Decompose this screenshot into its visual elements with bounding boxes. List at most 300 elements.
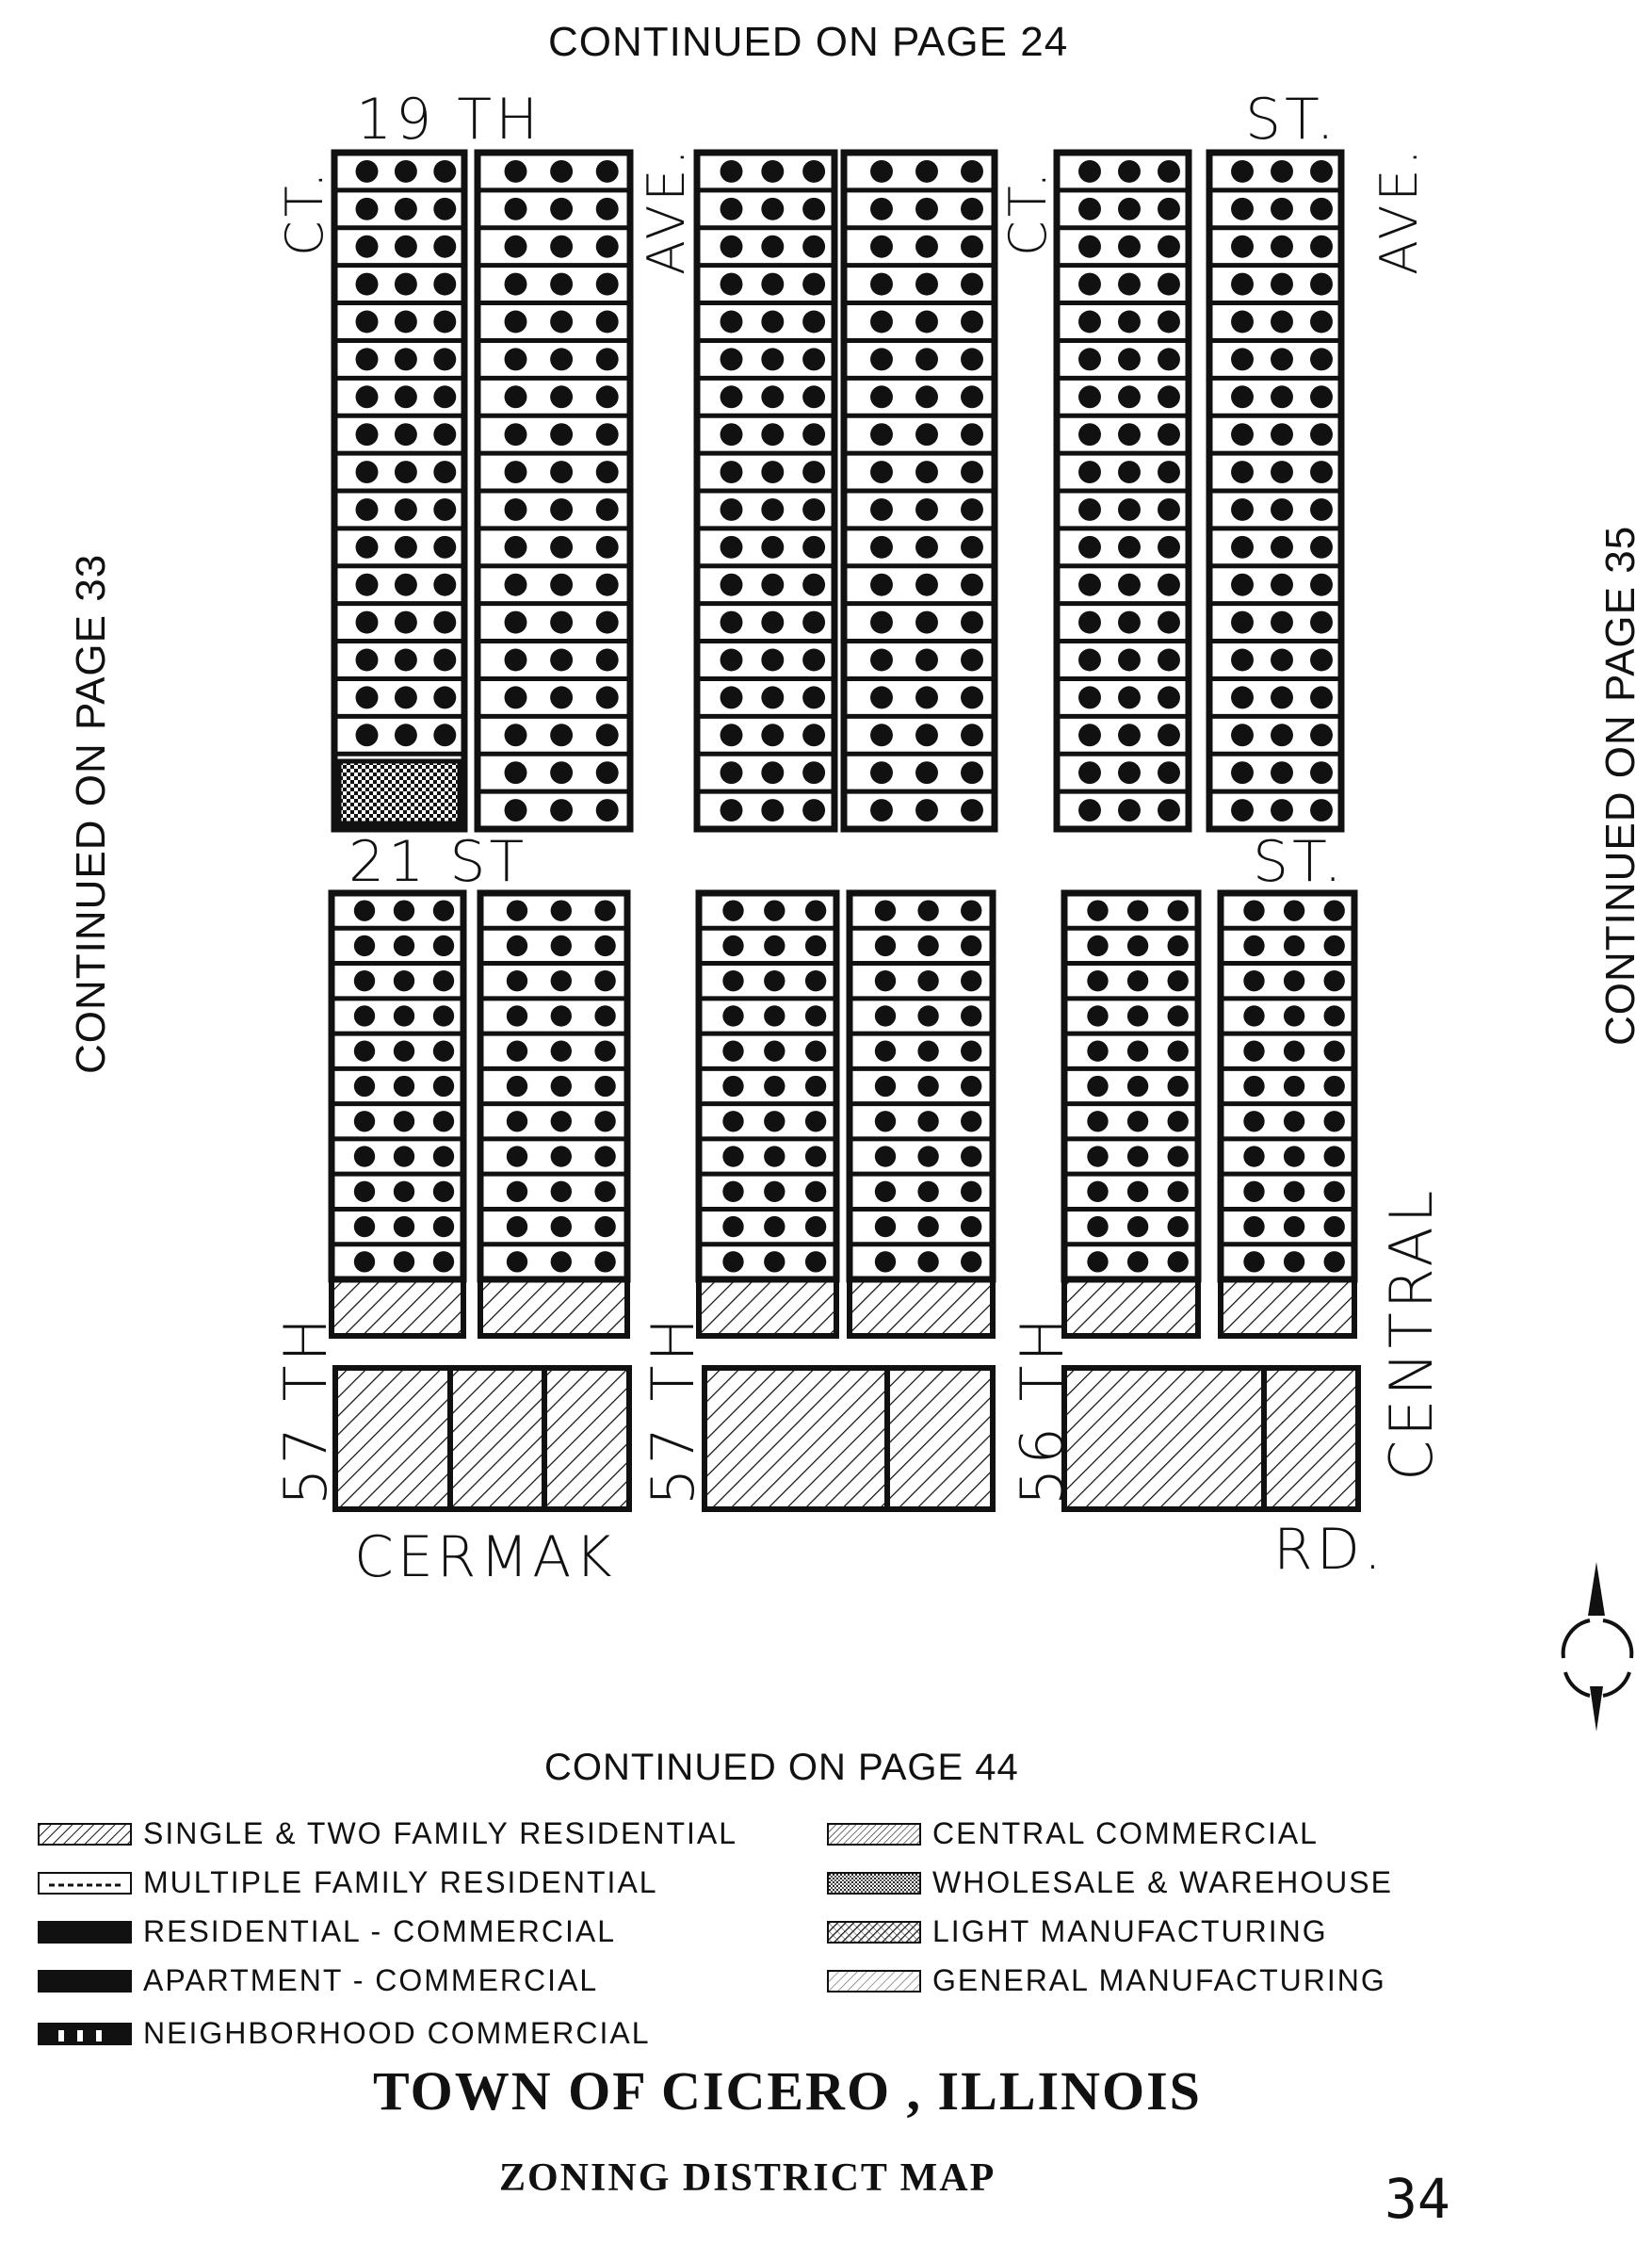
residential-dot <box>722 935 743 956</box>
residential-dot <box>1078 498 1101 521</box>
residential-dot <box>1324 1005 1345 1026</box>
legend-item-general-manufacturing: GENERAL MANUFACTURING <box>827 1963 1386 1998</box>
residential-dot <box>1127 1111 1148 1131</box>
residential-dot <box>721 461 743 483</box>
residential-dot <box>722 1111 743 1131</box>
residential-dot <box>1284 970 1304 991</box>
residential-dot <box>1127 970 1148 991</box>
residential-dot <box>1078 160 1101 183</box>
residential-dot <box>1078 385 1101 408</box>
residential-dot <box>1168 1216 1189 1237</box>
residential-dot <box>875 970 896 991</box>
residential-dot <box>802 649 825 672</box>
swatch-diag-icon <box>38 1823 132 1846</box>
residential-dot <box>1271 423 1293 446</box>
residential-dot <box>875 900 896 920</box>
residential-dot <box>721 236 743 258</box>
residential-dot <box>721 385 743 408</box>
residential-dot <box>722 1041 743 1062</box>
residential-dot <box>433 649 456 672</box>
residential-dot <box>870 649 893 672</box>
residential-dot <box>433 1146 454 1166</box>
residential-dot <box>395 686 417 708</box>
residential-dot <box>1087 1111 1108 1131</box>
residential-dot <box>761 724 784 746</box>
residential-dot <box>505 799 527 821</box>
residential-dot <box>1271 348 1293 370</box>
residential-dot <box>870 799 893 821</box>
residential-dot <box>802 348 825 370</box>
residential-dot <box>1310 311 1333 333</box>
residential-dot <box>1243 1181 1264 1202</box>
residential-dot <box>1168 970 1189 991</box>
residential-dot <box>870 160 893 183</box>
residential-dot <box>722 970 743 991</box>
residential-dot <box>1271 273 1293 296</box>
residential-dot <box>721 536 743 559</box>
residential-dot <box>356 611 379 634</box>
swatch-solid-icon <box>38 1921 132 1944</box>
residential-dot <box>761 611 784 634</box>
residential-dot <box>1118 498 1141 521</box>
residential-dot <box>356 160 379 183</box>
residential-dot <box>550 686 573 708</box>
residential-dot <box>395 423 417 446</box>
residential-dot <box>961 1146 981 1166</box>
residential-dot <box>1168 1181 1189 1202</box>
residential-dot <box>505 160 527 183</box>
residential-dot <box>1231 311 1254 333</box>
residential-dot <box>596 611 619 634</box>
residential-dot <box>433 900 454 920</box>
residential-dot <box>356 724 379 746</box>
residential-dot <box>1284 1041 1304 1062</box>
residential-dot <box>1231 649 1254 672</box>
residential-dot <box>1324 1181 1345 1202</box>
residential-dot <box>394 970 414 991</box>
residential-dot <box>915 761 938 784</box>
residential-dot <box>1243 900 1264 920</box>
residential-dot <box>1158 649 1180 672</box>
residential-dot <box>550 273 573 296</box>
residential-dot <box>551 1146 572 1166</box>
residential-dot <box>1231 686 1254 708</box>
residential-dot <box>550 198 573 220</box>
residential-dot <box>1310 348 1333 370</box>
residential-dot <box>764 1005 785 1026</box>
residential-dot <box>802 160 825 183</box>
residential-dot <box>1158 385 1180 408</box>
residential-dot <box>1284 1216 1304 1237</box>
residential-dot <box>915 649 938 672</box>
residential-dot <box>761 273 784 296</box>
residential-dot <box>870 198 893 220</box>
residential-dot <box>1310 611 1333 634</box>
residential-dot <box>433 724 456 746</box>
residential-dot <box>356 498 379 521</box>
residential-dot <box>1158 724 1180 746</box>
residential-dot <box>870 385 893 408</box>
residential-dot <box>802 611 825 634</box>
residential-dot <box>354 1181 375 1202</box>
residential-dot <box>961 649 983 672</box>
residential-dot <box>550 311 573 333</box>
residential-dot <box>1078 649 1101 672</box>
residential-dot <box>761 574 784 596</box>
residential-dot <box>805 1041 826 1062</box>
residential-dot <box>764 935 785 956</box>
residential-dot <box>1118 536 1141 559</box>
residential-dot <box>356 423 379 446</box>
residential-dot <box>596 423 619 446</box>
residential-dot <box>1271 799 1293 821</box>
residential-dot <box>961 1216 981 1237</box>
residential-dot <box>1127 1181 1148 1202</box>
residential-dot <box>551 1041 572 1062</box>
residential-dot <box>551 1251 572 1272</box>
residential-dot <box>394 1216 414 1237</box>
residential-dot <box>802 236 825 258</box>
residential-dot <box>1078 461 1101 483</box>
residential-dot <box>505 574 527 596</box>
residential-dot <box>433 1216 454 1237</box>
residential-dot <box>1087 1005 1108 1026</box>
residential-dot <box>917 900 938 920</box>
residential-dot <box>875 1181 896 1202</box>
residential-dot <box>1271 311 1293 333</box>
residential-dot <box>505 273 527 296</box>
swatch-diag-fine-icon <box>827 1823 921 1846</box>
legend-item-central-commercial: CENTRAL COMMERCIAL <box>827 1816 1319 1851</box>
residential-dot <box>395 198 417 220</box>
residential-dot <box>505 385 527 408</box>
residential-dot <box>433 574 456 596</box>
residential-dot <box>915 236 938 258</box>
residential-dot <box>505 649 527 672</box>
residential-dot <box>1078 574 1101 596</box>
cermak-block-2 <box>705 1368 993 1509</box>
residential-dot <box>395 498 417 521</box>
residential-dot <box>354 1005 375 1026</box>
residential-dot <box>1231 385 1254 408</box>
residential-dot <box>1168 1041 1189 1062</box>
residential-dot <box>722 1216 743 1237</box>
residential-dot <box>875 1005 896 1026</box>
residential-dot <box>596 761 619 784</box>
residential-dot <box>433 686 456 708</box>
residential-dot <box>802 311 825 333</box>
residential-dot <box>917 1076 938 1097</box>
residential-dot <box>721 574 743 596</box>
residential-dot <box>764 1041 785 1062</box>
street-label-19th: 19 TH <box>356 87 543 153</box>
residential-dot <box>721 273 743 296</box>
residential-dot <box>802 273 825 296</box>
residential-dot <box>354 1111 375 1131</box>
residential-dot <box>505 198 527 220</box>
residential-dot <box>433 1181 454 1202</box>
residential-dot <box>802 724 825 746</box>
residential-dot <box>1087 900 1108 920</box>
residential-dot <box>802 686 825 708</box>
residential-dot <box>1284 1146 1304 1166</box>
residential-dot <box>761 348 784 370</box>
residential-dot <box>1310 198 1333 220</box>
residential-dot <box>1168 935 1189 956</box>
residential-dot <box>961 1005 981 1026</box>
residential-dot <box>915 461 938 483</box>
residential-dot <box>802 799 825 821</box>
residential-dot <box>505 348 527 370</box>
residential-dot <box>505 236 527 258</box>
residential-dot <box>1284 1076 1304 1097</box>
residential-dot <box>764 1076 785 1097</box>
residential-dot <box>722 1181 743 1202</box>
residential-dot <box>1158 574 1180 596</box>
residential-dot <box>915 160 938 183</box>
residential-dot <box>1118 611 1141 634</box>
residential-dot <box>870 311 893 333</box>
residential-dot <box>1168 900 1189 920</box>
street-label-57th-mid: 57 TH <box>639 1313 707 1505</box>
residential-dot <box>1118 686 1141 708</box>
residential-dot <box>915 385 938 408</box>
residential-dot <box>1158 686 1180 708</box>
street-label-ct-right: CT. <box>998 168 1058 256</box>
continued-left-label: CONTINUED ON PAGE 33 <box>68 553 114 1074</box>
residential-dot <box>870 498 893 521</box>
residential-dot <box>1087 935 1108 956</box>
residential-dot <box>917 935 938 956</box>
residential-dot <box>1271 385 1293 408</box>
residential-dot <box>1127 1076 1148 1097</box>
residential-dot <box>961 900 981 920</box>
residential-dot <box>764 1251 785 1272</box>
residential-dot <box>722 900 743 920</box>
residential-dot <box>594 1111 615 1131</box>
residential-dot <box>596 498 619 521</box>
residential-dot <box>1127 1041 1148 1062</box>
residential-dot <box>395 160 417 183</box>
residential-dot <box>1078 423 1101 446</box>
residential-dot <box>596 536 619 559</box>
continued-top-label: CONTINUED ON PAGE 24 <box>548 19 1069 65</box>
residential-dot <box>870 574 893 596</box>
residential-dot <box>550 385 573 408</box>
residential-dot <box>764 1181 785 1202</box>
residential-dot <box>1243 1251 1264 1272</box>
residential-dot <box>917 1041 938 1062</box>
residential-dot <box>505 423 527 446</box>
street-label-ave-right: AVE. <box>1369 145 1429 275</box>
residential-dot <box>1158 461 1180 483</box>
residential-dot <box>961 536 983 559</box>
residential-dot <box>1284 935 1304 956</box>
residential-dot <box>1231 574 1254 596</box>
residential-dot <box>915 724 938 746</box>
residential-dot <box>550 799 573 821</box>
residential-dot <box>356 574 379 596</box>
residential-dot <box>1324 935 1345 956</box>
residential-dot <box>761 160 784 183</box>
residential-dot <box>395 273 417 296</box>
residential-dot <box>433 160 456 183</box>
residential-dot <box>761 649 784 672</box>
residential-dot <box>722 1005 743 1026</box>
residential-dot <box>596 198 619 220</box>
residential-dot <box>1231 611 1254 634</box>
residential-dot <box>395 236 417 258</box>
residential-dot <box>761 198 784 220</box>
residential-dot <box>917 970 938 991</box>
residential-dot <box>1310 686 1333 708</box>
residential-dot <box>507 1181 527 1202</box>
residential-dot <box>505 498 527 521</box>
residential-dot <box>433 461 456 483</box>
residential-dot <box>1231 236 1254 258</box>
residential-dot <box>1324 970 1345 991</box>
residential-dot <box>721 423 743 446</box>
residential-dot <box>1078 761 1101 784</box>
residential-dot <box>1243 1111 1264 1131</box>
residential-dot <box>1127 1216 1148 1237</box>
residential-dot <box>356 536 379 559</box>
street-label-57th-left: 57 TH <box>271 1313 340 1505</box>
residential-dot <box>805 1146 826 1166</box>
residential-dot <box>1324 1076 1345 1097</box>
residential-dot <box>550 574 573 596</box>
residential-dot <box>875 1111 896 1131</box>
residential-dot <box>395 311 417 333</box>
residential-dot <box>596 311 619 333</box>
residential-dot <box>721 311 743 333</box>
residential-dot <box>802 198 825 220</box>
legend-item-light-manufacturing: LIGHT MANUFACTURING <box>827 1914 1328 1949</box>
residential-dot <box>356 461 379 483</box>
residential-dot <box>761 385 784 408</box>
residential-dot <box>395 574 417 596</box>
residential-dot <box>550 348 573 370</box>
residential-dot <box>961 761 983 784</box>
residential-dot <box>356 686 379 708</box>
residential-dot <box>354 1076 375 1097</box>
continued-right-label: CONTINUED ON PAGE 35 <box>1597 525 1644 1046</box>
residential-dot <box>870 686 893 708</box>
residential-dot <box>802 461 825 483</box>
residential-dot <box>1271 536 1293 559</box>
residential-dot <box>433 1005 454 1026</box>
residential-dot <box>805 970 826 991</box>
residential-dot <box>1231 423 1254 446</box>
residential-dot <box>1284 1005 1304 1026</box>
residential-dot <box>961 160 983 183</box>
residential-dot <box>764 970 785 991</box>
street-label-st-mid: ST. <box>1253 829 1346 895</box>
page-number: 34 <box>1385 2167 1450 2231</box>
residential-dot <box>1324 1216 1345 1237</box>
residential-dot <box>433 536 456 559</box>
residential-dot <box>507 1111 527 1131</box>
residential-dot <box>961 970 981 991</box>
residential-dot <box>722 1146 743 1166</box>
residential-dot <box>875 1146 896 1166</box>
residential-dot <box>961 423 983 446</box>
residential-dot <box>394 1251 414 1272</box>
single-two-family-strip-4 <box>850 1279 993 1336</box>
residential-dot <box>805 1216 826 1237</box>
single-two-family-strip-6 <box>1221 1279 1354 1336</box>
residential-dot <box>551 1076 572 1097</box>
residential-dot <box>961 273 983 296</box>
residential-dot <box>721 348 743 370</box>
swatch-cross-icon <box>827 1921 921 1944</box>
residential-dot <box>354 1041 375 1062</box>
residential-dot <box>875 1251 896 1272</box>
residential-dot <box>507 900 527 920</box>
residential-dot <box>805 1005 826 1026</box>
residential-dot <box>1231 348 1254 370</box>
residential-dot <box>721 799 743 821</box>
residential-dot <box>915 498 938 521</box>
residential-dot <box>433 1041 454 1062</box>
residential-dot <box>1127 935 1148 956</box>
residential-dot <box>721 160 743 183</box>
residential-dot <box>1231 273 1254 296</box>
residential-dot <box>394 1076 414 1097</box>
residential-dot <box>870 536 893 559</box>
residential-dot <box>594 1251 615 1272</box>
residential-dot <box>596 236 619 258</box>
residential-dot <box>354 1216 375 1237</box>
residential-dot <box>550 536 573 559</box>
residential-dot <box>594 1076 615 1097</box>
residential-dot <box>870 611 893 634</box>
residential-dot <box>917 1181 938 1202</box>
residential-dot <box>505 686 527 708</box>
residential-dot <box>596 574 619 596</box>
residential-dot <box>915 348 938 370</box>
legend-item-neighborhood-commercial: NEIGHBORHOOD COMMERCIAL <box>38 2016 650 2051</box>
residential-dot <box>1118 423 1141 446</box>
residential-dot <box>1118 236 1141 258</box>
residential-dot <box>1231 799 1254 821</box>
residential-dot <box>356 273 379 296</box>
residential-dot <box>1231 724 1254 746</box>
residential-dot <box>875 1216 896 1237</box>
residential-dot <box>870 724 893 746</box>
residential-dot <box>1310 574 1333 596</box>
residential-dot <box>1271 236 1293 258</box>
residential-dot <box>1158 536 1180 559</box>
residential-dot <box>961 724 983 746</box>
residential-dot <box>354 970 375 991</box>
residential-dot <box>1118 385 1141 408</box>
residential-dot <box>764 1216 785 1237</box>
residential-dot <box>961 311 983 333</box>
residential-dot <box>805 900 826 920</box>
residential-dot <box>1087 1041 1108 1062</box>
residential-dot <box>505 724 527 746</box>
residential-dot <box>764 1146 785 1166</box>
residential-dot <box>761 498 784 521</box>
residential-dot <box>1168 1005 1189 1026</box>
residential-dot <box>721 686 743 708</box>
residential-dot <box>356 385 379 408</box>
residential-dot <box>1118 761 1141 784</box>
residential-dot <box>550 724 573 746</box>
residential-dot <box>915 799 938 821</box>
residential-dot <box>594 1181 615 1202</box>
